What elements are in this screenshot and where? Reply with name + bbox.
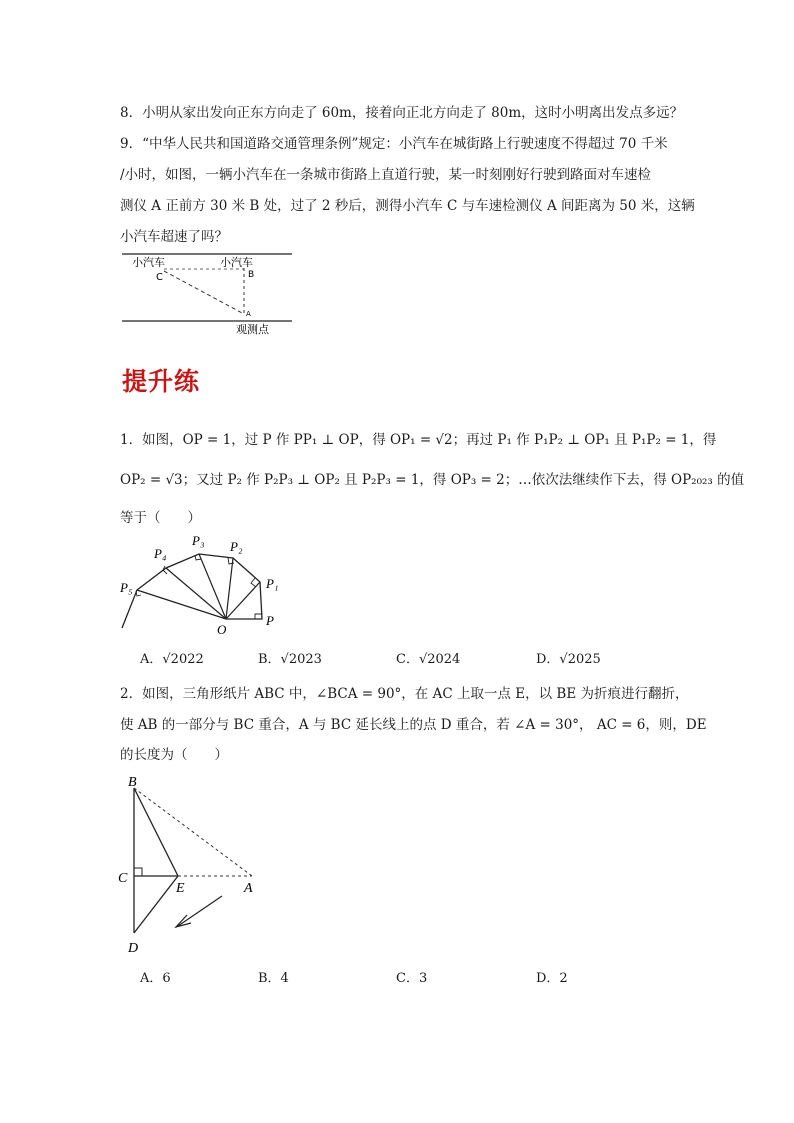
label-p4: P₄ [154, 546, 167, 561]
spiral-spokes [137, 554, 260, 619]
spoke-op3 [199, 554, 226, 619]
label-p2: P₂ [230, 539, 243, 554]
q2-line-3: 的长度为（ ） [120, 747, 228, 763]
spoke-op1 [226, 582, 260, 619]
car-right-label: 小汽车 [220, 256, 253, 269]
right-angle-p [255, 614, 262, 619]
point-a-label: A [246, 310, 251, 318]
label-o: O [217, 622, 227, 637]
spoke-op4 [166, 568, 226, 619]
observe-point-label: 观测点 [236, 323, 269, 336]
q9-road-figure [118, 250, 298, 340]
label-a: A [244, 881, 253, 896]
section-title: 提升练 [122, 367, 201, 396]
q2-option-a[interactable]: A．6 [140, 971, 171, 986]
fold-arrow-shaft [178, 896, 222, 926]
q9-line-3: 测仪 A 正前方 30 米 B 处，过了 2 秒后，测得小汽车 C 与车速检测仪 A 间距离为 50 米，这辆 [120, 198, 695, 214]
right-angle-p1 [251, 578, 256, 587]
label-e: E [176, 881, 185, 896]
q9-line-4: 小汽车超速了吗？ [120, 229, 228, 245]
label-p5: P₅ [120, 580, 133, 595]
q1-option-a[interactable]: A．√2022 [140, 652, 204, 667]
point-b-label: B [248, 270, 255, 280]
point-c-label: C [156, 272, 163, 283]
q9-line-2: /小时，如图，一辆小汽车在一条城市街路上直道行驶，某一时刻刚好行驶到路面对车速检 [120, 167, 652, 183]
q8-text: 8．小明从家出发向正东方向走了 60m，接着向正北方向走了 80m，这时小明离出发点多远？ [120, 105, 684, 121]
label-c: C [118, 871, 128, 886]
q9-line-1: 9．“中华人民共和国道路交通管理条例”规定：小汽车在城街路上行驶速度不得超过 70 千米 [120, 136, 668, 152]
q2-option-d[interactable]: D．2 [536, 971, 568, 986]
q1-option-b[interactable]: B．√2023 [258, 652, 322, 667]
q1-option-c[interactable]: C．√2024 [396, 652, 461, 667]
q1-line-1: 1．如图，OP = 1，过 P 作 PP₁ ⊥ OP，得 OP₁ = √2；再过 P₁ 作 P₁P₂ ⊥ OP₁ 且 P₁P₂ = 1，得 [120, 432, 717, 448]
right-angle-marks [136, 555, 262, 619]
spoke-op5 [137, 590, 226, 619]
q2-line-2: 使 AB 的一部分与 BC 重合，A 与 BC 延长线上的点 D 重合，若 ∠A = 30°， AC = 6，则，DE [120, 717, 707, 733]
label-b: B [128, 775, 137, 790]
car-left-label: 小汽车 [132, 256, 165, 269]
q1-option-d[interactable]: D．√2025 [536, 652, 601, 667]
q2-option-c[interactable]: C．3 [396, 971, 428, 986]
segment-ed [134, 876, 178, 933]
q1-spiral-figure [112, 530, 292, 640]
segment-be [134, 788, 178, 876]
q1-line-2: OP₂ = √3；又过 P₂ 作 P₂P₃ ⊥ OP₂ 且 P₂P₃ = 1，得 OP₃ = 2；…依次法继续作下去，得 OP₂₀₂₃ 的值 [120, 472, 745, 488]
segment-ca [164, 271, 244, 314]
fold-arrow-head [176, 915, 191, 927]
q2-fold-figure [112, 770, 272, 960]
q2-line-1: 2．如图，三角形纸片 ABC 中，∠BCA = 90°，在 AC 上取一点 E，以 BE 为折痕进行翻折， [120, 686, 689, 702]
label-p: P [266, 613, 274, 628]
spiral-outline [122, 554, 262, 628]
label-d: D [128, 941, 139, 956]
segment-ba [134, 788, 252, 876]
q1-line-3: 等于（ ） [120, 510, 201, 526]
label-p3: P₃ [192, 533, 205, 548]
q2-option-b[interactable]: B．4 [258, 971, 289, 986]
right-angle-c [134, 868, 142, 876]
label-p1: P₁ [266, 576, 279, 591]
spoke-op2 [226, 558, 233, 619]
